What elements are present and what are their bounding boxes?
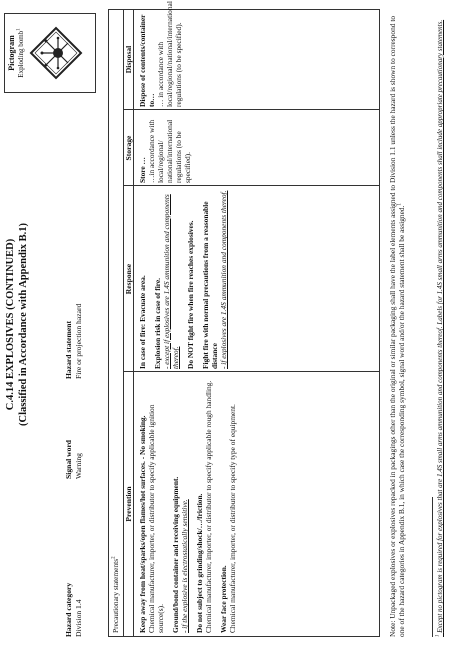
prevention-item: Ground/bond container and receiving equipment. - if the explosive is electrostatically sensitive. — [171, 476, 190, 633]
section-subtitle: (Classified in Accordance with Appendix B.1) — [18, 222, 29, 427]
col-header-storage: Storage — [123, 110, 134, 186]
hazard-category-value: Division 1.4 — [74, 599, 83, 637]
pictogram-box — [4, 13, 96, 93]
response-item: Do NOT fight fire when fire reaches explosives. — [186, 220, 196, 369]
section-title: C.4.14 EXPLOSIVES (CONTINUED) — [5, 238, 16, 411]
col-header-disposal: Disposal — [123, 9, 134, 110]
pictogram-sublabel: Exploding bomb$^1$ — [16, 28, 25, 78]
prevention-cell — [135, 372, 379, 636]
prevention-item: Do not subject to grinding/shock/…/friction. Chemical manufacturer, importer, or distributor to specify applicable rough handling. — [195, 380, 214, 633]
precautionary-heading: Precautionary statements$^2$ — [111, 556, 120, 633]
response-item: Fight fire with normal precautions from a reasonable distance - if explosives are 1.4S ammunition and components thereof. — [201, 190, 229, 369]
signal-word-label: Signal word — [64, 439, 73, 479]
response-item: In case of fire: Evacuate area. — [138, 275, 147, 369]
prevention-item: Keep away from heat/sparks/open flames/hot surfaces. - No smoking. Chemical manufacturer, importer, or distributor to specify applicable ignition source(s). — [138, 404, 166, 633]
disposal-cell: Dispose of contents/container to… … in accordance with local/regional/national/international regulations (to be specified). — [138, 1, 184, 107]
col-header-response: Response — [123, 186, 134, 372]
pictogram-label: Pictogram — [7, 35, 16, 71]
footnote-rule — [432, 497, 433, 637]
storage-cell: Store … …in accordance with local/regional/ national/international regulations (to be specified). — [138, 119, 193, 183]
col-header-prevention: Prevention — [123, 372, 134, 636]
footnote: $^1$ Except no pictogram is required for explosives that are 1.4S small arms ammunition and components thereof. Labels for 1.4S small arms ammunition and components shall include appropriate precautionary statements. — [435, 19, 444, 637]
signal-word-value: Warning — [74, 453, 83, 479]
response-cell — [135, 186, 379, 372]
precautionary-table — [108, 1, 380, 637]
exploding-bomb-icon — [29, 26, 83, 80]
note-paragraph: Note: Unpackaged explosives or explosives repacked in packagings other than the original or similar packaging shall have the label elements assigned to Division 1.1 unless the hazard is shown to correspond to one of the hazard categories in Appendix B.1, in which case the corresponding symbol, signal word and/or the hazard statement shall be assigned.$^1$ — [388, 15, 407, 637]
prevention-item: Wear face protection. Chemical manufacturer, importer, or distributor to specify type of equipment. — [219, 404, 238, 633]
response-item: Explosion risk in case of fire. - except if explosives are 1.4S ammunition and components thereof. — [153, 194, 181, 369]
hazard-statement-value: Fire or projection hazard — [74, 303, 83, 379]
hazard-statement-label: Hazard statement — [64, 321, 73, 379]
hazard-category-label: Hazard category — [64, 582, 73, 637]
